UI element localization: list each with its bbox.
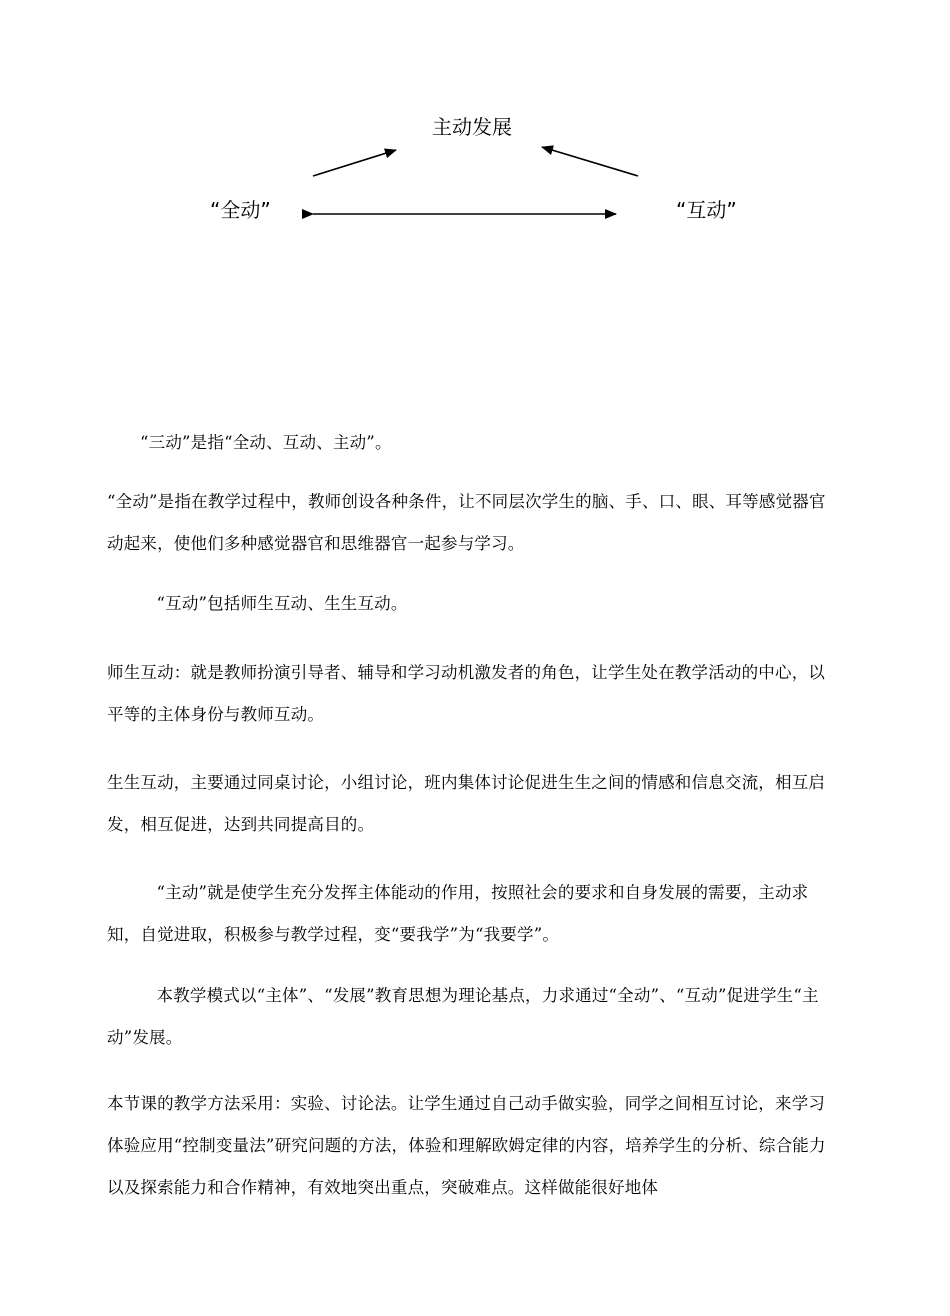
paragraph-teaching-methods: 本节课的教学方法采用：实验、讨论法。让学生通过自己动手做实验，同学之间相互讨论，来学习体验应用“控制变量法”研究问题的方法，体验和理解欧姆定律的内容，培养学生的分析、综合能力以及探索能力和合作精神，有效地突出重点，突破难点。这样做能很好地体 bbox=[107, 1094, 826, 1197]
paragraph-three-movements-def: “三动”是指“全动、互动、主动”。 bbox=[140, 433, 392, 452]
node-interaction: “互动” bbox=[676, 198, 737, 222]
arrow-left-to-top bbox=[313, 150, 396, 176]
paragraph-interaction-types: “互动”包括师生互动、生生互动。 bbox=[156, 594, 408, 613]
paragraph-full-movement: “全动”是指在教学过程中，教师创设各种条件，让不同层次学生的脑、手、口、眼、耳等感觉器官动起来，使他们多种感觉器官和思维器官一起参与学习。 bbox=[107, 492, 826, 553]
node-active-development: 主动发展 bbox=[432, 115, 512, 139]
three-movement-diagram bbox=[0, 0, 950, 260]
paragraph-student-student-interaction: 生生互动，主要通过同桌讨论，小组讨论，班内集体讨论促进生生之间的情感和信息交流，相互启发，相互促进，达到共同提高目的。 bbox=[107, 773, 826, 834]
paragraph-teaching-model: 本教学模式以“主体”、“发展”教育思想为理论基点，力求通过“全动”、“互动”促进学生“主动”发展。 bbox=[107, 986, 819, 1047]
arrow-right-to-top bbox=[542, 147, 638, 176]
paragraph-active-learning: “主动”就是使学生充分发挥主体能动的作用，按照社会的要求和自身发展的需要，主动求知，自觉进取，积极参与教学过程，变“要我学”为“我要学”。 bbox=[107, 883, 809, 944]
node-full-movement: “全动” bbox=[210, 198, 271, 222]
paragraph-teacher-student-interaction: 师生互动：就是教师扮演引导者、辅导和学习动机激发者的角色，让学生处在教学活动的中心，以平等的主体身份与教师互动。 bbox=[107, 663, 826, 724]
